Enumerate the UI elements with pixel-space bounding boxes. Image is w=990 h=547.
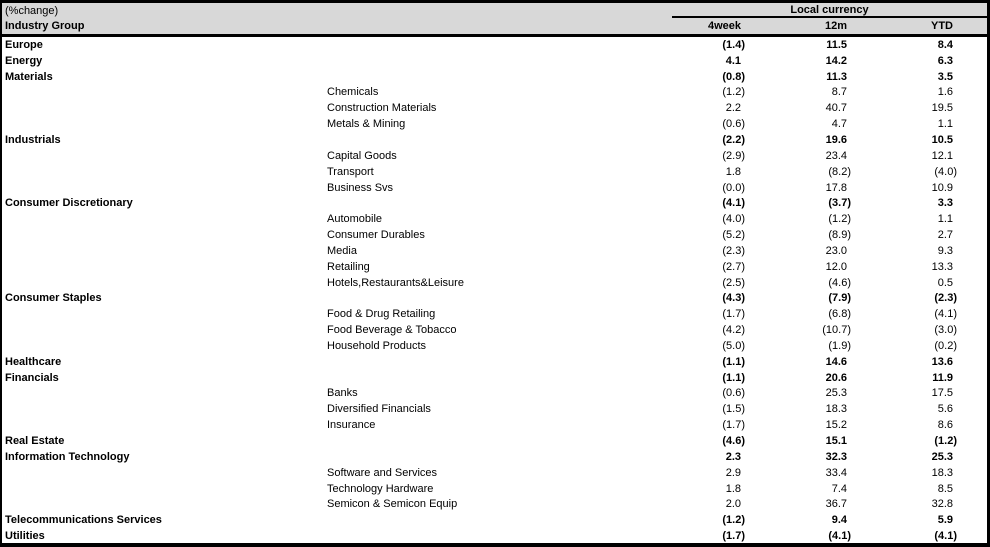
value-4week: (5.2): [722, 229, 745, 242]
sub-industry-label: Capital Goods: [327, 149, 397, 162]
value-ytd: (3.0): [934, 324, 957, 337]
table-row: [2, 465, 987, 481]
value-ytd: (1.2): [934, 435, 957, 448]
value-ytd: 8.6: [937, 419, 953, 432]
value-12m: 36.7: [825, 498, 847, 511]
value-4week: (1.2): [722, 514, 745, 527]
header-row-change: [2, 3, 987, 18]
value-ytd: 1.1: [937, 213, 953, 226]
value-ytd: 8.5: [937, 482, 953, 495]
value-ytd: 13.3: [931, 260, 953, 273]
table-row: [2, 496, 987, 512]
table-row: [2, 386, 987, 402]
local-currency-header: Local currency: [672, 3, 987, 18]
value-4week: (4.3): [722, 292, 745, 305]
sub-industry-label: Media: [327, 244, 357, 257]
value-ytd: 19.5: [931, 102, 953, 115]
value-12m: 14.6: [825, 355, 847, 368]
industry-group-label: Financials: [5, 371, 59, 384]
value-ytd: 17.5: [931, 387, 953, 400]
value-12m: (7.9): [828, 292, 851, 305]
value-4week: 2.0: [725, 498, 741, 511]
table-row: [2, 227, 987, 243]
value-12m: 23.4: [825, 149, 847, 162]
industry-group-label: Information Technology: [5, 450, 130, 463]
sub-industry-label: Household Products: [327, 339, 427, 352]
value-ytd: 6.3: [937, 54, 953, 67]
value-4week: (1.5): [722, 403, 745, 416]
value-12m: (6.8): [828, 308, 851, 321]
value-4week: (1.7): [722, 419, 745, 432]
industry-group-label: Utilities: [5, 530, 45, 543]
table-row: [2, 100, 987, 116]
sub-industry-label: Hotels,Restaurants&Leisure: [327, 276, 464, 289]
value-12m: 11.3: [826, 70, 847, 83]
value-4week: 4.1: [725, 54, 741, 67]
value-12m: 33.4: [825, 466, 847, 479]
sub-industry-label: Food Beverage & Tobacco: [327, 324, 457, 337]
value-12m: 18.3: [825, 403, 847, 416]
value-12m: 40.7: [825, 102, 847, 115]
table-row: [2, 433, 987, 449]
industry-group-label: Real Estate: [5, 435, 65, 448]
value-12m: 17.8: [825, 181, 847, 194]
column-header-ytd: YTD: [931, 20, 953, 32]
value-4week: (2.2): [722, 133, 745, 146]
value-4week: (1.1): [722, 371, 745, 384]
percent-change-label: (%change): [5, 4, 59, 17]
value-12m: (1.9): [828, 339, 851, 352]
table-row: [2, 164, 987, 180]
table-row: [2, 338, 987, 354]
value-ytd: 1.1: [937, 118, 953, 131]
sub-industry-label: Software and Services: [327, 466, 438, 479]
sub-industry-label: Chemicals: [327, 86, 379, 99]
table-row: [2, 195, 987, 211]
value-ytd: 13.6: [931, 355, 953, 368]
sub-industry-label: Construction Materials: [327, 102, 437, 115]
value-ytd: 5.6: [937, 403, 953, 416]
sub-industry-label: Diversified Financials: [327, 403, 431, 416]
value-4week: (2.3): [722, 244, 745, 257]
value-12m: (3.7): [828, 197, 851, 210]
table-row: [2, 481, 987, 497]
value-12m: 20.6: [825, 371, 847, 384]
industry-group-label: Industrials: [5, 133, 61, 146]
sub-industry-label: Semicon & Semicon Equip: [327, 498, 458, 511]
value-12m: 4.7: [831, 118, 847, 131]
sub-industry-label: Retailing: [327, 260, 370, 273]
value-12m: 25.3: [825, 387, 847, 400]
value-ytd: 0.5: [937, 276, 953, 289]
value-12m: 12.0: [825, 260, 847, 273]
table-row: [2, 401, 987, 417]
table-row: [2, 275, 987, 291]
value-4week: (2.7): [722, 260, 745, 273]
value-ytd: 10.9: [931, 181, 953, 194]
value-12m: 7.4: [831, 482, 847, 495]
value-4week: (2.5): [722, 276, 745, 289]
table-row: [2, 211, 987, 227]
value-12m: (4.1): [828, 530, 851, 543]
table-row: [2, 354, 987, 370]
value-ytd: 2.7: [937, 229, 953, 242]
value-ytd: (4.1): [934, 308, 957, 321]
value-4week: 2.9: [725, 466, 741, 479]
value-ytd: 32.8: [931, 498, 953, 511]
value-4week: (0.6): [722, 387, 745, 400]
value-4week: (4.6): [722, 435, 745, 448]
table-row: [2, 528, 987, 544]
table-row: [2, 69, 987, 85]
table-row: [2, 243, 987, 259]
value-4week: 2.3: [725, 450, 741, 463]
value-4week: 2.2: [725, 102, 741, 115]
table-row: [2, 180, 987, 196]
value-12m: (8.2): [828, 165, 851, 178]
sub-industry-label: Banks: [327, 387, 358, 400]
value-ytd: 25.3: [931, 450, 953, 463]
value-ytd: 12.1: [931, 149, 953, 162]
value-12m: 32.3: [825, 450, 847, 463]
industry-group-label: Energy: [5, 54, 43, 67]
value-ytd: 11.9: [932, 371, 953, 384]
industry-group-label: Materials: [5, 70, 53, 83]
table-row: [2, 53, 987, 69]
table-row: [2, 291, 987, 307]
value-4week: 1.8: [725, 165, 741, 178]
value-ytd: (2.3): [934, 292, 957, 305]
table-header: [2, 3, 987, 37]
table-row: [2, 449, 987, 465]
value-12m: 14.2: [825, 54, 847, 67]
sub-industry-label: Business Svs: [327, 181, 394, 194]
sub-industry-label: Technology Hardware: [327, 482, 434, 495]
industry-group-label: Consumer Staples: [5, 292, 102, 305]
value-4week: (1.4): [722, 38, 745, 51]
value-4week: (0.6): [722, 118, 745, 131]
sub-industry-label: Metals & Mining: [327, 118, 406, 131]
table-row: [2, 417, 987, 433]
sub-industry-label: Food & Drug Retailing: [327, 308, 436, 321]
value-ytd: 8.4: [937, 38, 953, 51]
value-ytd: (4.0): [934, 165, 957, 178]
table-row: [2, 85, 987, 101]
value-12m: (4.6): [828, 276, 851, 289]
column-header-4week: 4week: [707, 20, 741, 32]
value-12m: 15.1: [825, 435, 847, 448]
value-ytd: 9.3: [937, 244, 953, 257]
sub-industry-label: Insurance: [327, 419, 376, 432]
industry-group-label: Healthcare: [5, 355, 62, 368]
sub-industry-label: Consumer Durables: [327, 229, 425, 242]
table-row: [2, 116, 987, 132]
industry-group-label: Consumer Discretionary: [5, 197, 133, 210]
industry-group-label: Telecommunications Services: [5, 514, 162, 527]
value-ytd: 3.3: [937, 197, 953, 210]
table-row: [2, 259, 987, 275]
value-4week: (4.0): [722, 213, 745, 226]
value-ytd: 5.9: [937, 514, 953, 527]
value-12m: 11.5: [826, 38, 847, 51]
table-row: [2, 148, 987, 164]
value-ytd: 1.6: [937, 86, 953, 99]
sub-industry-label: Transport: [327, 165, 374, 178]
value-4week: (1.2): [722, 86, 745, 99]
value-12m: 19.6: [825, 133, 847, 146]
value-ytd: 18.3: [931, 466, 953, 479]
value-4week: (1.1): [722, 355, 745, 368]
sub-industry-label: Automobile: [327, 213, 383, 226]
value-ytd: (0.2): [934, 339, 957, 352]
value-4week: 1.8: [725, 482, 741, 495]
industry-group-header: Industry Group: [5, 20, 85, 32]
value-4week: (1.7): [722, 308, 745, 321]
value-4week: (4.1): [722, 197, 745, 210]
table-row: [2, 512, 987, 528]
table-row: [2, 306, 987, 322]
table-row: [2, 370, 987, 386]
value-12m: 23.0: [825, 244, 847, 257]
table-row: [2, 322, 987, 338]
value-4week: (0.8): [722, 70, 745, 83]
value-12m: 15.2: [825, 419, 847, 432]
value-ytd: 3.5: [937, 70, 953, 83]
value-4week: (5.0): [722, 339, 745, 352]
header-row-columns: [2, 18, 987, 34]
value-4week: (4.2): [722, 324, 745, 337]
value-ytd: 10.5: [931, 133, 953, 146]
value-4week: (1.7): [722, 530, 745, 543]
column-header-12m: 12m: [824, 20, 847, 32]
value-ytd: (4.1): [934, 530, 957, 543]
value-12m: 9.4: [831, 514, 847, 527]
value-4week: (0.0): [722, 181, 745, 194]
industry-group-label: Europe: [5, 38, 43, 51]
value-4week: (2.9): [722, 149, 745, 162]
table-row: [2, 37, 987, 53]
value-12m: (10.7): [822, 324, 851, 337]
value-12m: (8.9): [828, 229, 851, 242]
table-body: [2, 37, 987, 544]
value-12m: (1.2): [828, 213, 851, 226]
table-row: [2, 132, 987, 148]
value-12m: 8.7: [831, 86, 847, 99]
